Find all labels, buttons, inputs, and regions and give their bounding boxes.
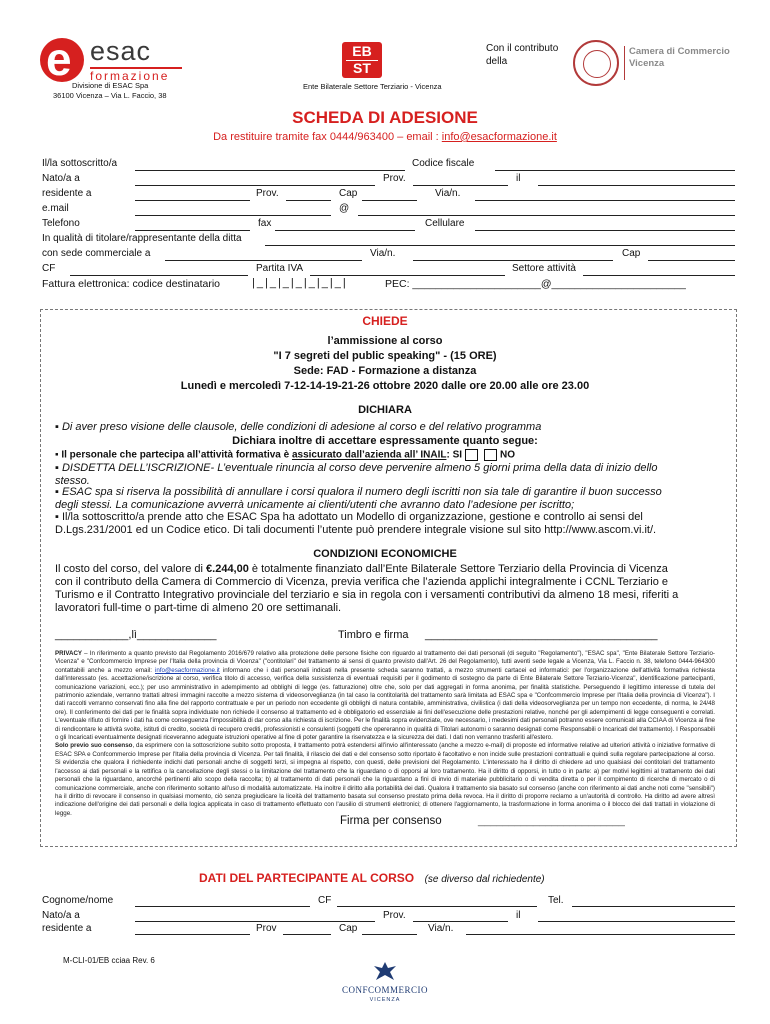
label-sede: con sede commerciale a — [42, 248, 151, 259]
label-nato: Nato/a a — [42, 173, 80, 184]
timbro-field[interactable]: ______________________________________ — [425, 629, 658, 641]
camera-line-1: Camera di Commercio — [629, 46, 730, 57]
camera-divider — [624, 46, 625, 80]
field-cap[interactable] — [362, 200, 417, 201]
field-partita-iva[interactable] — [310, 275, 505, 276]
field-fax[interactable] — [275, 230, 415, 231]
label-fax: fax — [258, 218, 272, 229]
field-settore[interactable] — [583, 275, 735, 276]
privacy-text-2: informano che i dati personali indicati nella presente scheda saranno trattati, a mezzo strumenti cartacei ed informatici: per l'organizzazione dell'attività formativa richiesta dall'interessato (es. accettazione/iscrizione al corso, verifica titolo di accesso, verifica della sussistenza di eventuali requisiti per il godimento di sostegno da parte di Ente Bilaterale Settore Terziario-Vicenza", identificazione partecipanti, comunicazione variazioni, ecc.); per uso amministrativo in adempimento ad obblighi di legge (es. fatturazione) oltre che, solo per dati aggregati in forma anonima, per finalità statistiche. Perseguendo il legittimo interesse di tutela del patrimonio aziendale, verranno trattati altresì immagini raccolte a mezzo sistema di videosorveglianza (in tal caso la contitolarità del trattamento sarà limitata ad ESAC spa e "Confcommercio Imprese per l'Italia della provincia di Vicenza"). I dati raccolti verranno conservati fino alla fine del rapporto contrattuale e per un periodo non eccedente gli obblighi di natura contabile, amministrativa, civilistica (i dati della videosorveglianza per un tempo non eccedente, di norma, le 24/48 ore). Il conferimento dei dati per le finalità sopra individuate non richiede il consenso al trattamento ed è obbligatorio ed essenziale ai fini dell'esecuzione delle prestazioni relative, nonché per gli adempimenti di legge conseguenti e correlati. L'eventuale rifiuto di fornire i dati ha come conseguenza l'impossibilità di dar corso alla richiesta di iscrizione. Per le finalità sopra evidenziate, ove necessario, i medesimi dati personali potranno essere comunicati alla CCIAA di Vicenza ai fine di rendicontare le attività svolte, istituti di credito, società di recupero crediti, professionisti e consulenti (soggetti che opereranno in qualità di Titolari autonomi o saranno designati come Responsabili o Incaricati del trattamento). I Responsabili o gli Incaricati eventualmente designati riceveranno adeguate istruzioni operative al fine di poter garantire la riservatezza e la sicurezza dei dati. I dati non verranno trasferiti all'estero. — [55, 666, 715, 742]
condizioni-amount: €.244,00 — [206, 563, 249, 575]
inail-prefix: ▪ Il personale che partecipa all’attività formativa è — [55, 449, 292, 461]
label-settore: Settore attività — [512, 263, 576, 274]
label-via-part: Via/n. — [428, 923, 454, 934]
subtitle-prefix: Da restituire tramite fax 0444/963400 – email : — [213, 131, 442, 143]
privacy-consent-bold: Solo previo suo consenso — [55, 742, 133, 750]
label-fattura: Fattura elettronica: codice destinatario — [42, 278, 221, 290]
label-prov-part-2: Prov — [256, 923, 277, 934]
label-nato-part: Nato/a a — [42, 910, 80, 921]
label-il-part: il — [516, 910, 521, 921]
chiede-heading: CHIEDE — [362, 314, 408, 328]
confcommercio-text: CONFCOMMERCIO — [341, 985, 428, 995]
field-nato[interactable] — [135, 185, 375, 186]
esac-logo-name: esac — [90, 36, 152, 66]
label-cap-2: Cap — [622, 248, 641, 259]
consenso-label: Firma per consenso — [340, 815, 442, 827]
label-telefono: Telefono — [42, 218, 80, 229]
label-prov-part-1: Prov. — [383, 910, 406, 921]
dichiara-item-2: Dichiara inoltre di accettare espressamente quanto segue: — [232, 435, 538, 447]
inail-underline: assicurato dall’azienda all’ INAIL — [291, 449, 447, 461]
inail-no-checkbox[interactable] — [484, 449, 497, 461]
date-field[interactable]: ____________,lì_____________ — [55, 629, 217, 641]
label-qualita: In qualità di titolare/rappresentante della ditta — [42, 233, 242, 244]
form-code: M-CLI-01/EB cciaa Rev. 6 — [63, 956, 155, 965]
privacy-label: PRIVACY — [55, 650, 83, 657]
confcommercio-sub: VICENZA — [369, 997, 401, 1003]
dichiara-item-1: ▪ Di aver preso visione delle clausole, delle condizioni di adesione al corso e del relativo programma — [55, 421, 542, 433]
address-line-2: 36100 Vicenza – Via L. Faccio, 38 — [53, 91, 167, 100]
page-title: SCHEDA DI ADESIONE — [292, 108, 478, 127]
field-cap-2[interactable] — [648, 260, 735, 261]
field-nato-part[interactable] — [135, 921, 375, 922]
field-tel[interactable] — [572, 906, 735, 907]
field-codice-destinatario[interactable]: |_|_|_|_|_|_|_| — [252, 277, 348, 289]
condizioni-line-2: con il contributo della Camera di Commercio di Vicenza, previa verifica che l’azienda applichi integralmente i CCNL Terziario e — [55, 576, 669, 588]
field-cellulare[interactable] — [475, 230, 735, 231]
camera-seal-icon — [573, 40, 619, 86]
field-pec[interactable]: PEC: ______________________@_______________________ — [385, 278, 686, 290]
ebst-caption: Ente Bilaterale Settore Terziario - Vicenza — [303, 82, 442, 91]
label-cap: Cap — [339, 188, 358, 199]
label-cellulare: Cellulare — [425, 218, 465, 229]
label-cf: CF — [42, 263, 56, 274]
field-cognome[interactable] — [135, 906, 310, 907]
timbro-label: Timbro e firma — [338, 629, 409, 641]
corso-date: Lunedì e mercoledì 7-12-14-19-21-26 ottobre 2020 dalle ore 20.00 alle ore 23.00 — [180, 380, 590, 392]
label-residente: residente a — [42, 188, 92, 199]
label-tel: Tel. — [548, 895, 564, 906]
label-sottoscritto: Il/la sottoscritto/a — [42, 158, 118, 169]
partecipante-heading — [199, 869, 545, 887]
field-prov-part-2[interactable] — [283, 934, 331, 935]
contributo-line-1: Con il contributo — [486, 43, 559, 54]
privacy-text — [55, 650, 715, 818]
label-il: il — [516, 173, 521, 184]
inail-no-label: NO — [500, 449, 516, 461]
field-prov-2[interactable] — [286, 200, 331, 201]
field-il-part[interactable] — [538, 921, 735, 922]
field-residente-part[interactable] — [135, 934, 250, 935]
condizioni-heading: CONDIZIONI ECONOMICHE — [313, 548, 457, 560]
field-via-2[interactable] — [413, 260, 613, 261]
field-ditta[interactable] — [265, 245, 735, 246]
label-cap-part: Cap — [339, 923, 358, 934]
ebst-logo-bottom: ST — [353, 60, 371, 76]
eagle-icon — [372, 960, 398, 984]
field-email-user[interactable] — [135, 215, 331, 216]
partecipante-note: (se diverso dal richiedente) — [424, 874, 545, 885]
contributo-line-2: della — [486, 56, 508, 67]
inail-si-checkbox[interactable] — [465, 449, 478, 461]
field-cf[interactable] — [70, 275, 248, 276]
dichiara-item-6a: ▪ Il/la sottoscritto/a prende atto che ESAC Spa ha adottato un Modello di organizzazione, gestione e controllo ai sensi del — [55, 511, 643, 523]
label-cf-part: CF — [318, 895, 332, 906]
label-codice-fiscale: Codice fiscale — [412, 158, 475, 169]
label-at: @ — [339, 203, 350, 214]
corso-line-1: l’ammissione al corso — [327, 335, 443, 347]
dichiara-item-4b: stesso. — [55, 475, 90, 487]
ebst-logo — [342, 42, 382, 78]
label-partita-iva: Partita IVA — [256, 263, 304, 274]
condizioni-prefix: Il costo del corso, del valore di — [55, 563, 207, 575]
camera-line-2: Vicenza — [629, 58, 665, 69]
field-email-extra[interactable] — [475, 215, 735, 216]
corso-title: "I 7 segreti del public speaking" - (15 ORE) — [273, 350, 497, 362]
field-sottoscritto[interactable] — [135, 170, 405, 171]
privacy-text-1: – In riferimento a quanto previsto dal Regolamento 2016/679 relativo alla protezione delle persone fisiche con riguardo al trattamento dei dati personali (di seguito "Regolamento"), "ESAC spa", "Ente Bilaterale Settore Terziario-Vicenza" e "Confcommercio Imprese per l'Italia della provincia di Vicenza" ("contitolari" del trattamento ai sensi di quanto previsto dall'Art. 26 del Regolamento), tutti aventi sede legale a Vicenza, Via L. Faccio n. 38, telefono 0444-964300 contattabili anche a mezzo email: — [55, 650, 715, 674]
field-via-part[interactable] — [466, 934, 735, 935]
field-cap-part[interactable] — [362, 934, 417, 935]
label-via-2: Via/n. — [370, 248, 396, 259]
field-via[interactable] — [475, 200, 735, 201]
label-prov-2: Prov. — [256, 188, 279, 199]
privacy-text-3: , da esprimere con la sottoscrizione subito sotto proposta, il trattamento potrà estendersi all'invio all'interessato (anche a mezzo e-mail) di proposte ed informative relative ad ulteriori attività o iniziative formative di ESAC SPA e Confcommercio Imprese per l'Italia della provincia di Vicenza. Per tali finalità, il rilascio dei dati e del consenso sotto riportato è facoltativo e non incide sulle prestazioni contrattuali e quindi sulla regolare partecipazione al corso. Si evidenzia che qualora il richiedente indichi dati personali anche di soggetti terzi, si impegna al rispetto, con questi, delle previsioni del Regolamento. L'interessato ha il diritto di chiedere ad uno qualsiasi dei contitolari del trattamento l'accesso ai dati personali e la rettifica o la cancellazione degli stessi o la limitazione del trattamento che la riguardano o di opporsi al loro trattamento. Ha il diritto di opporsi, in tutto o in parte: a) per motivi legittimi al trattamento dei dati personali che la riguardano, ancorché pertinenti allo scopo della raccolta; b) al trattamento di dati personali che la riguardano a fini di invio di materiale pubblicitario o di vendita diretta o per il compimento di ricerche di mercato o di comunicazione commerciale, anche con riferimento soltanto all'uso di modalità automatizzate. Ha inoltre il diritto alla portabilità dei dati. Qualora il trattamento sia basato sul consenso (anche con riferimento ai dati anche noti come "sensibili") ha il diritto di revocare il consenso in qualsiasi momento, ciò senza pregiudicare la liceità del trattamento basata sul consenso prestato prima della revoca. Ha il diritto di proporre reclamo a un'autorità di controllo. Ha diritto ad avere altresì indicazione dell'origine dei dati personali e della logica applicata in caso di trattamento effettuato con l'ausilio di strumenti elettronici; di ottenere l'aggiornamento, la trasformazione in forma anonima o il blocco dei dati trattati in violazione di legge. — [55, 742, 716, 817]
dichiara-item-5a: ▪ ESAC spa si riserva la possibilità di annullare i corsi qualora il numero degli iscritti non sia tale di garantire il buon successo — [55, 486, 662, 498]
condizioni-line-4: lavoratori full-time o part-time di almeno 20 ore settimanali. — [55, 602, 342, 614]
label-residente-part: residente a — [42, 923, 92, 934]
camera-seal-inner — [583, 50, 611, 78]
field-il[interactable] — [538, 185, 735, 186]
subtitle-email-link[interactable]: info@esacformazione.it — [441, 131, 557, 143]
corso-sede: Sede: FAD - Formazione a distanza — [293, 365, 477, 377]
page-subtitle — [0, 131, 770, 143]
condizioni-suffix: è totalmente finanziato dall’Ente Bilaterale Settore Terziario della Provincia di Vicenza — [248, 563, 668, 575]
field-codice-fiscale[interactable] — [495, 170, 735, 171]
ebst-logo-top: EB — [352, 43, 372, 59]
condizioni-line-3: Turismo e il Contratto Integrativo provinciale del terziario e sia in regola con i versamenti contributivi da almeno 18 mesi, riferiti a — [55, 589, 679, 601]
esac-logo-letter: e — [46, 33, 72, 85]
condizioni-line-1 — [55, 563, 668, 575]
consenso-field[interactable]: ________________________ — [478, 815, 625, 827]
partecipante-title: DATI DEL PARTECIPANTE AL CORSO — [199, 871, 415, 885]
dichiara-heading: DICHIARA — [358, 404, 412, 416]
address-line-1: Divisione di ESAC Spa — [72, 81, 149, 90]
privacy-email-link[interactable]: info@esacformazione.it — [155, 666, 220, 674]
label-cognome: Cognome/nome — [42, 895, 114, 906]
field-sede[interactable] — [165, 260, 362, 261]
dichiara-item-3 — [55, 449, 515, 461]
label-prov-1: Prov. — [383, 173, 406, 184]
field-cf-part[interactable] — [337, 906, 537, 907]
label-via: Via/n. — [435, 188, 461, 199]
inail-si-label: : SI — [446, 449, 463, 461]
dichiara-item-4a: ▪ DISDETTA DELL’ISCRIZIONE- L’eventuale rinuncia al corso deve pervenire almeno 5 giorni prima della data di inizio dello — [55, 462, 658, 474]
field-residente[interactable] — [135, 200, 250, 201]
confcommercio-logo — [330, 958, 440, 1008]
esac-logo-sub: formazione — [90, 69, 170, 83]
dichiara-item-5b: degli stessi. La comunicazione avverrà unicamente ai clienti/utenti che avranno dato l’adesione per iscritto; — [55, 499, 575, 511]
field-telefono[interactable] — [135, 230, 250, 231]
field-prov-1[interactable] — [413, 185, 508, 186]
dichiara-item-6b: D.Lgs.231/2001 ed un Codice etico. Di tali documenti l’utente può prendere integrale visione sul sito http://www.ascom.vi.it/. — [55, 524, 657, 536]
label-email: e.mail — [42, 203, 69, 214]
field-prov-part-1[interactable] — [413, 921, 508, 922]
